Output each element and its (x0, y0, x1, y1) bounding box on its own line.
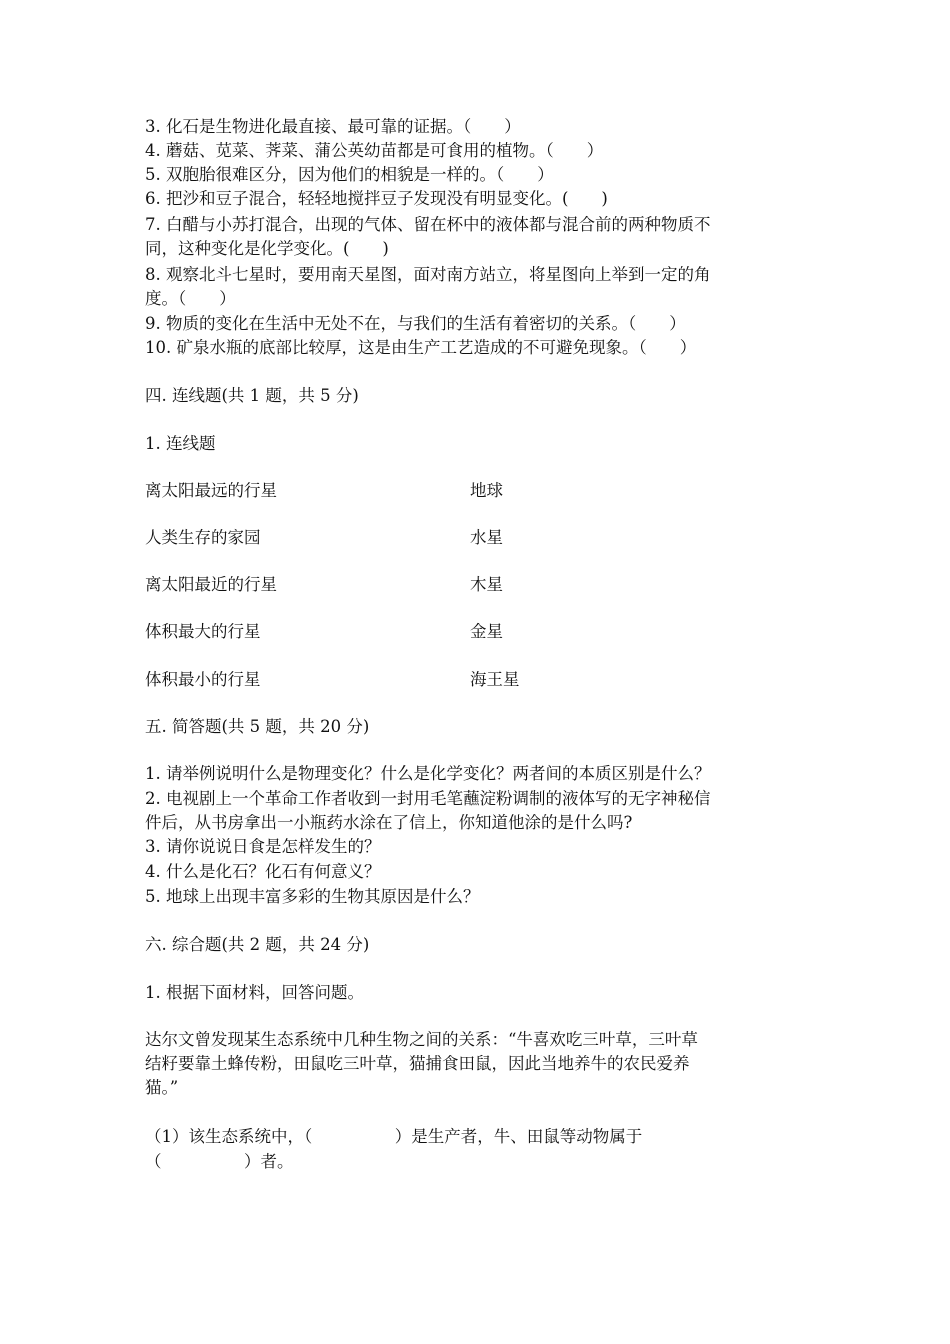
match-left-3: 离太阳最近的行星 (145, 575, 277, 594)
match-right-5: 海王星 (470, 670, 520, 689)
short-answer-1: 1. 请举例说明什么是物理变化？什么是化学变化？两者间的本质区别是什么？ (145, 764, 711, 783)
short-answer-2-line2: 件后，从书房拿出一小瓶药水涂在了信上，你知道他涂的是什么吗? (145, 813, 633, 832)
match-left-4: 体积最大的行星 (145, 622, 261, 641)
judgment-item-4: 4. 蘑菇、苋菜、荠菜、蒲公英幼苗都是可食用的植物。（ ） (145, 141, 604, 160)
judgment-item-10: 10. 矿泉水瓶的底部比较厚，这是由生产工艺造成的不可避免现象。（ ） (145, 338, 697, 357)
short-answer-2-line1: 2. 电视剧上一个革命工作者收到一封用毛笔蘸淀粉调制的液体写的无字神秘信 (145, 789, 711, 808)
judgment-item-9: 9. 物质的变化在生活中无处不在，与我们的生活有着密切的关系。（ ） (145, 314, 686, 333)
material-line-3: 猫。” (145, 1078, 179, 1097)
judgment-item-7-line2: 同，这种变化是化学变化。( ) (145, 239, 389, 258)
section-4-question: 1. 连线题 (145, 434, 216, 453)
judgment-item-3: 3. 化石是生物进化最直接、最可靠的证据。（ ） (145, 117, 521, 136)
match-right-4: 金星 (470, 622, 503, 641)
material-line-1: 达尔文曾发现某生态系统中几种生物之间的关系：“牛喜欢吃三叶草，三叶草 (145, 1030, 698, 1049)
short-answer-4: 4. 什么是化石？化石有何意义？ (145, 862, 381, 881)
section-4-heading: 四. 连线题(共 1 题，共 5 分) (145, 386, 359, 405)
match-left-5: 体积最小的行星 (145, 670, 261, 689)
match-right-2: 水星 (470, 528, 503, 547)
judgment-item-6: 6. 把沙和豆子混合，轻轻地搅拌豆子发现没有明显变化。( ) (145, 189, 608, 208)
judgment-item-7-line1: 7. 白醋与小苏打混合，出现的气体、留在杯中的液体都与混合前的两种物质不 (145, 215, 711, 234)
sub-question-1-line1: （1）该生态系统中，（ ）是生产者，牛、田鼠等动物属于 (145, 1127, 643, 1146)
section-6-heading: 六. 综合题(共 2 题，共 24 分) (145, 935, 370, 954)
sub-question-1-line2: （ ）者。 (145, 1152, 294, 1171)
judgment-item-8-line2: 度。（ ） (145, 289, 236, 308)
short-answer-3: 3. 请你说说日食是怎样发生的？ (145, 837, 381, 856)
section-6-question: 1. 根据下面材料，回答问题。 (145, 983, 364, 1002)
judgment-item-5: 5. 双胞胎很难区分，因为他们的相貌是一样的。（ ） (145, 165, 554, 184)
short-answer-5: 5. 地球上出现丰富多彩的生物其原因是什么？ (145, 887, 480, 906)
match-left-2: 人类生存的家园 (145, 528, 261, 547)
material-line-2: 结籽要靠土蜂传粉，田鼠吃三叶草，猫捕食田鼠，因此当地养牛的农民爱养 (145, 1054, 690, 1073)
match-right-3: 木星 (470, 575, 503, 594)
match-left-1: 离太阳最远的行星 (145, 481, 277, 500)
judgment-item-8-line1: 8. 观察北斗七星时，要用南天星图，面对南方站立，将星图向上举到一定的角 (145, 265, 711, 284)
match-right-1: 地球 (470, 481, 503, 500)
section-5-heading: 五. 简答题(共 5 题，共 20 分) (145, 717, 370, 736)
